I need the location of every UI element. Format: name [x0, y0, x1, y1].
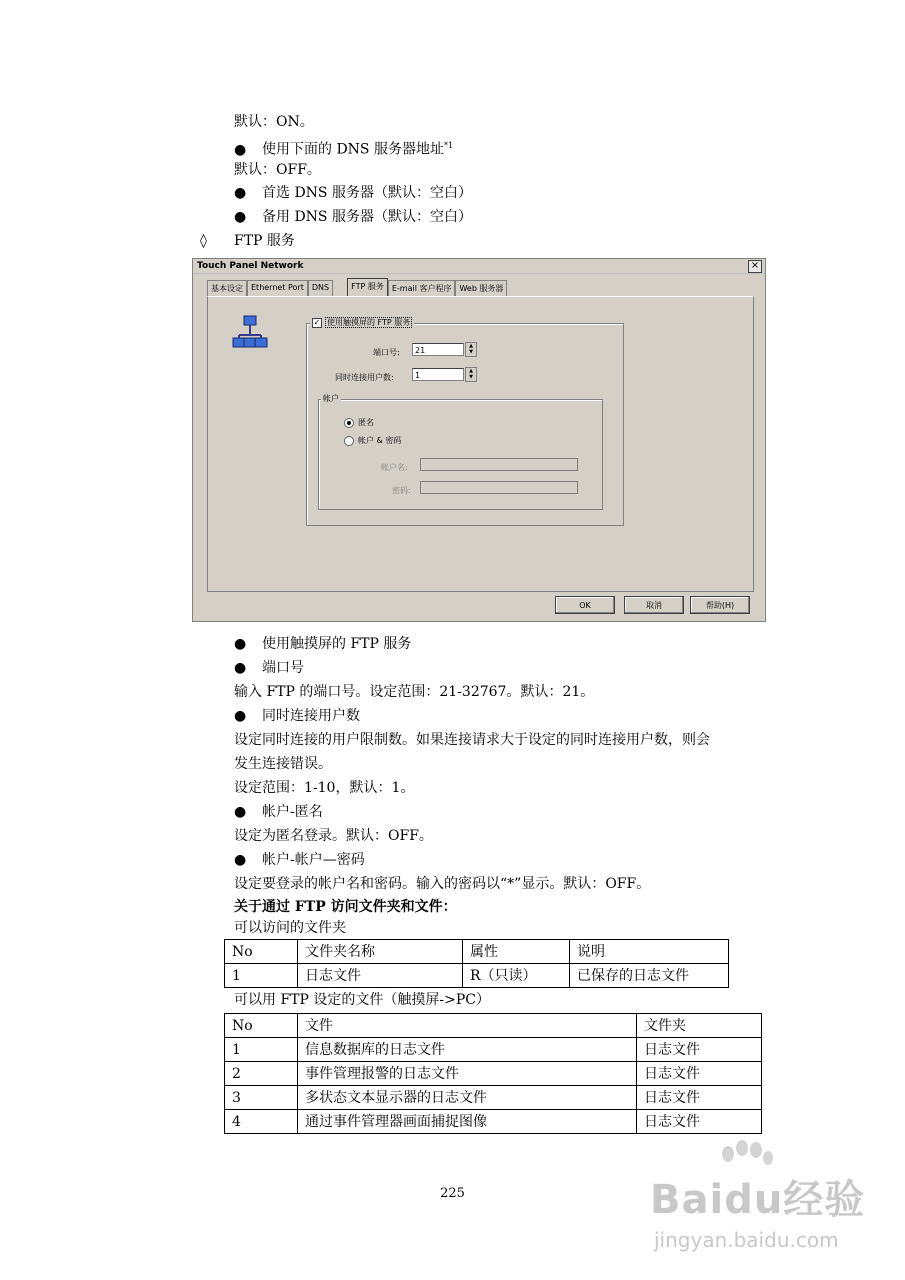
folders-table: [224, 939, 729, 988]
table-row: [225, 1038, 762, 1062]
baidu-watermark: [640, 1140, 870, 1265]
header-cell: 文件夹: [637, 1014, 762, 1038]
radio-unselected-icon[interactable]: [344, 436, 354, 446]
table-cell: 日志文件: [637, 1062, 762, 1086]
table-cell: 信息数据库的日志文件: [298, 1038, 637, 1062]
port-label: 端口号:: [373, 348, 400, 357]
bullet-icon: ●: [234, 636, 247, 652]
anonymous-description: 设定为匿名登录。默认：OFF。: [234, 828, 433, 844]
table-header-row: [225, 1014, 762, 1038]
header-cell: No: [225, 1014, 298, 1038]
concurrent-users-label: 同时连接用户数:: [335, 373, 394, 382]
table-cell: 3: [225, 1086, 298, 1110]
table-cell: R（只读）: [463, 964, 570, 988]
files-table: [224, 1013, 762, 1134]
spin-up-icon[interactable]: ▲: [469, 368, 473, 374]
table-cell: 日志文件: [637, 1110, 762, 1134]
port-spinner[interactable]: [465, 342, 477, 357]
bullet-icon: ●: [234, 804, 247, 820]
table-cell: 1: [225, 964, 298, 988]
table-cell: 多状态文本显示器的日志文件: [298, 1086, 637, 1110]
tab-basic-settings[interactable]: 基本设定: [207, 280, 247, 296]
default-on-line: 默认：ON。: [234, 114, 314, 130]
preferred-dns-bullet: ● 首选 DNS 服务器（默认：空白）: [234, 185, 472, 201]
network-icon: [232, 315, 268, 349]
watermark-url: jingyan.baidu.com: [654, 1228, 839, 1252]
use-dns-bullet: ● 使用下面的 DNS 服务器地址$^{*1}$: [234, 141, 454, 158]
bullet-icon: ●: [234, 209, 247, 225]
table-row: [225, 1110, 762, 1134]
concurrent-users-spinner[interactable]: [465, 367, 477, 382]
tab-ftp-service[interactable]: FTP 服务: [347, 278, 388, 296]
close-icon[interactable]: ×: [748, 260, 762, 273]
radio-selected-icon[interactable]: [344, 418, 354, 428]
password-description: 设定要登录的帐户名和密码。输入的密码以“*”显示。默认：OFF。: [234, 876, 651, 892]
spin-down-icon[interactable]: ▼: [469, 349, 473, 355]
bullet-icon: ●: [234, 660, 247, 676]
concurrent-description-1: 设定同时连接的用户限制数。如果连接请求大于设定的同时连接用户数，则会: [234, 732, 710, 748]
header-cell: 文件夹名称: [298, 940, 463, 964]
table-cell: 1: [225, 1038, 298, 1062]
radio-account-password[interactable]: 帐户 & 密码: [344, 435, 401, 446]
tab-dns[interactable]: DNS: [308, 280, 333, 296]
table-cell: 4: [225, 1110, 298, 1134]
cancel-button[interactable]: 取消: [624, 596, 684, 614]
header-cell: 说明: [570, 940, 729, 964]
bullet-icon: ●: [234, 185, 247, 201]
concurrent-description-2: 发生连接错误。: [234, 756, 332, 772]
header-cell: 属性: [463, 940, 570, 964]
enable-ftp-label: 使用触摸屏的 FTP 服务: [327, 318, 411, 327]
enable-ftp-checkbox[interactable]: [310, 317, 414, 328]
bullet-icon: ●: [234, 141, 247, 158]
account-group-legend: 帐户: [323, 394, 339, 403]
diamond-icon: ◊: [200, 233, 207, 249]
account-name-input[interactable]: [420, 458, 578, 471]
table-cell: 日志文件: [637, 1086, 762, 1110]
table-cell: 事件管理报警的日志文件: [298, 1062, 637, 1086]
tab-web-server[interactable]: Web 服务器: [455, 280, 507, 296]
concurrent-users-bullet: ● 同时连接用户数: [234, 708, 360, 724]
table-row: [225, 1062, 762, 1086]
header-cell: No: [225, 940, 298, 964]
concurrent-users-input[interactable]: 1: [412, 368, 464, 381]
bullet-icon: ●: [234, 852, 247, 868]
account-anonymous-bullet: ● 帐户-匿名: [234, 804, 323, 820]
tab-email-client[interactable]: E-mail 客户程序: [388, 280, 456, 296]
tab-ethernet-port[interactable]: Ethernet Port: [247, 280, 308, 296]
account-name-label: 帐户名:: [381, 463, 408, 472]
dialog-title: Touch Panel Network: [197, 261, 304, 271]
table-header-row: [225, 940, 729, 964]
enable-ftp-bullet: ● 使用触摸屏的 FTP 服务: [234, 636, 412, 652]
spin-up-icon[interactable]: ▲: [469, 343, 473, 349]
table-cell: 2: [225, 1062, 298, 1086]
about-ftp-heading: 关于通过 FTP 访问文件夹和文件：: [234, 899, 457, 915]
port-description: 输入 FTP 的端口号。设定范围：21-32767。默认：21。: [234, 684, 595, 700]
table-cell: 日志文件: [637, 1038, 762, 1062]
radio-anonymous[interactable]: 匿名: [344, 417, 374, 428]
checkbox-check-icon[interactable]: ✓: [313, 317, 321, 327]
alternate-dns-bullet: ● 备用 DNS 服务器（默认：空白）: [234, 209, 472, 225]
page-number: 225: [440, 1186, 465, 1201]
table-cell: 通过事件管理器画面捕捉图像: [298, 1110, 637, 1134]
table-cell: 日志文件: [298, 964, 463, 988]
header-cell: 文件: [298, 1014, 637, 1038]
concurrent-range: 设定范围：1-10，默认：1。: [234, 780, 415, 796]
watermark-brand: Baidu经验: [650, 1177, 866, 1223]
port-bullet: ● 端口号: [234, 660, 304, 676]
dialog-titlebar: [193, 259, 765, 274]
account-password-bullet: ● 帐户-帐户—密码: [234, 852, 365, 868]
table-row: [225, 964, 729, 988]
folders-caption: 可以访问的文件夹: [234, 920, 346, 936]
ftp-service-heading: ◊ FTP 服务: [200, 233, 295, 249]
password-input[interactable]: [420, 481, 578, 494]
ftp-tab-panel: [207, 296, 754, 592]
spin-down-icon[interactable]: ▼: [469, 374, 473, 380]
default-off-line: 默认：OFF。: [234, 162, 321, 178]
ftp-settings-dialog: [192, 258, 766, 622]
help-button[interactable]: 帮助(H): [690, 596, 750, 614]
files-caption: 可以用 FTP 设定的文件（触摸屏->PC）: [234, 992, 490, 1008]
ok-button[interactable]: OK: [555, 596, 615, 614]
table-cell: 已保存的日志文件: [570, 964, 729, 988]
password-label: 密码:: [392, 486, 411, 495]
bullet-icon: ●: [234, 708, 247, 724]
tab-strip: [207, 280, 507, 296]
table-row: [225, 1086, 762, 1110]
port-input[interactable]: 21: [412, 343, 464, 356]
